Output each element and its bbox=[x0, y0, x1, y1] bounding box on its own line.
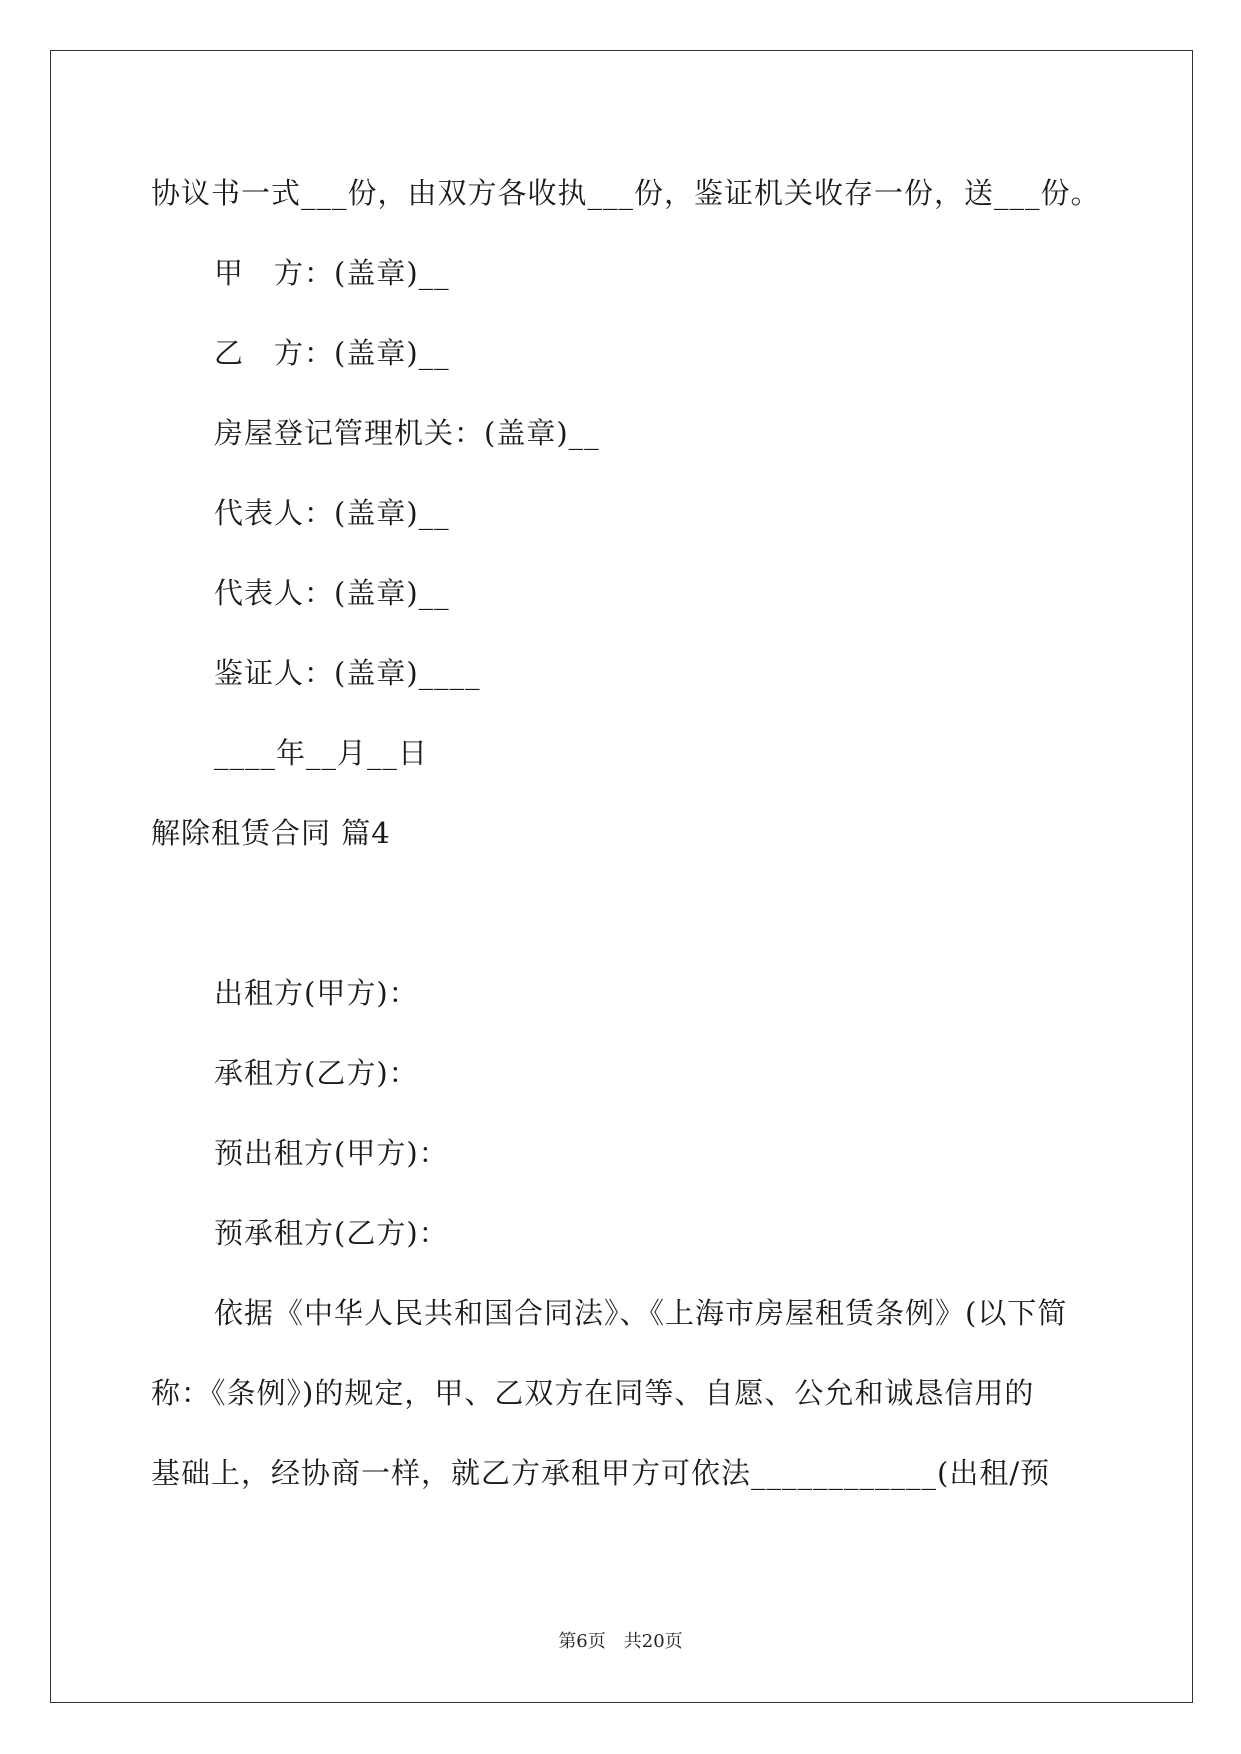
representative-seal-line-1: 代表人：(盖章)__ bbox=[214, 496, 450, 530]
pre-lessee-line: 预承租方(乙方)： bbox=[214, 1216, 449, 1250]
paragraph-line-2: 称：《条例》)的规定，甲、乙双方在同等、自愿、公允和诚恳信用的 bbox=[151, 1376, 1035, 1410]
paragraph-line-1: 依据《中华人民共和国合同法》、《上海市房屋租赁条例》(以下简 bbox=[214, 1296, 1068, 1330]
registry-authority-seal-line: 房屋登记管理机关：(盖章)__ bbox=[214, 416, 600, 450]
copies-clause: 协议书一式___份，由双方各收执___份，鉴证机关收存一份，送___份。 bbox=[151, 176, 1101, 210]
pre-lessor-line: 预出租方(甲方)： bbox=[214, 1136, 449, 1170]
page-number: 第6页 共20页 bbox=[558, 1631, 683, 1652]
date-line: ____年__月__日 bbox=[214, 736, 429, 770]
lessee-line: 承租方(乙方)： bbox=[214, 1056, 419, 1090]
section-heading: 解除租赁合同 篇4 bbox=[151, 816, 391, 850]
lessor-line: 出租方(甲方)： bbox=[214, 976, 419, 1010]
party-b-seal-line: 乙 方：(盖章)__ bbox=[214, 336, 450, 370]
representative-seal-line-2: 代表人：(盖章)__ bbox=[214, 576, 450, 610]
paragraph-line-3: 基础上，经协商一样，就乙方承租甲方可依法____________(出租/预 bbox=[151, 1456, 1051, 1490]
witness-seal-line: 鉴证人：(盖章)____ bbox=[214, 656, 481, 690]
party-a-seal-line: 甲 方：(盖章)__ bbox=[214, 256, 450, 290]
